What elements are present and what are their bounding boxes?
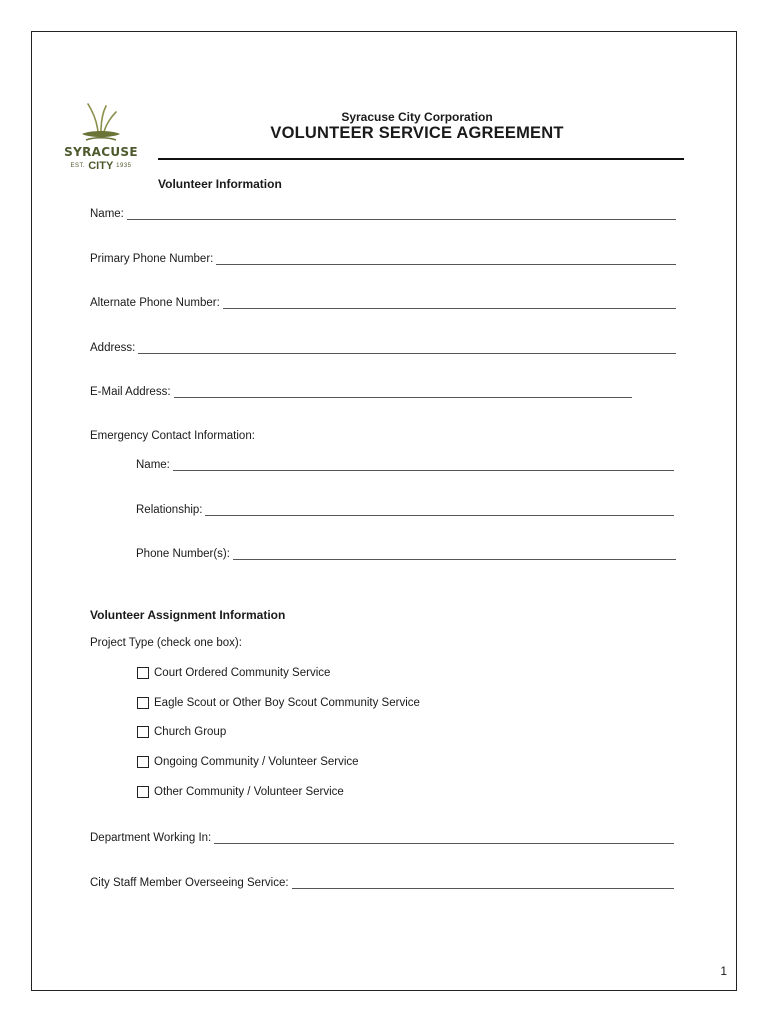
emergency-name-field[interactable] bbox=[136, 459, 674, 471]
option-other-service[interactable] bbox=[137, 786, 344, 798]
staff-member-label: City Staff Member Overseeing Service: bbox=[90, 877, 289, 889]
option-label: Ongoing Community / Volunteer Service bbox=[154, 756, 359, 768]
checkbox[interactable] bbox=[137, 786, 149, 798]
project-type-label: Project Type (check one box): bbox=[90, 637, 242, 649]
page-number: 1 bbox=[720, 964, 727, 978]
address-field[interactable] bbox=[90, 342, 676, 354]
staff-member-input-line[interactable] bbox=[292, 877, 674, 889]
emergency-phone-input-line[interactable] bbox=[233, 548, 676, 560]
cattail-emblem-icon bbox=[60, 102, 142, 146]
department-label: Department Working In: bbox=[90, 832, 212, 844]
checkbox[interactable] bbox=[137, 756, 149, 768]
option-court-ordered[interactable] bbox=[137, 667, 330, 679]
syracuse-city-logo bbox=[60, 102, 142, 182]
primary-phone-input-line[interactable] bbox=[216, 253, 676, 265]
header-divider bbox=[158, 158, 684, 160]
document-title: VOLUNTEER SERVICE AGREEMENT bbox=[270, 124, 564, 142]
assignment-heading: Volunteer Assignment Information bbox=[90, 608, 286, 622]
document-page bbox=[31, 31, 737, 991]
emergency-relationship-label: Relationship: bbox=[136, 504, 203, 516]
emergency-name-input-line[interactable] bbox=[173, 459, 674, 471]
emergency-relationship-input-line[interactable] bbox=[205, 504, 674, 516]
address-label: Address: bbox=[90, 342, 136, 354]
department-field[interactable] bbox=[90, 832, 674, 844]
emergency-relationship-field[interactable] bbox=[136, 504, 674, 516]
address-input-line[interactable] bbox=[138, 342, 676, 354]
logo-city: CITY bbox=[88, 160, 114, 172]
option-ongoing-service[interactable] bbox=[137, 756, 359, 768]
name-input-line[interactable] bbox=[127, 208, 676, 220]
alternate-phone-input-line[interactable] bbox=[223, 297, 676, 309]
checkbox[interactable] bbox=[137, 726, 149, 738]
logo-wordmark: SYRACUSE bbox=[64, 145, 138, 159]
emergency-phone-field[interactable] bbox=[136, 548, 676, 560]
email-label: E-Mail Address: bbox=[90, 386, 171, 398]
option-label: Other Community / Volunteer Service bbox=[154, 786, 344, 798]
checkbox[interactable] bbox=[137, 667, 149, 679]
alternate-phone-label: Alternate Phone Number: bbox=[90, 297, 220, 309]
checkbox[interactable] bbox=[137, 697, 149, 709]
organization-name: Syracuse City Corporation bbox=[341, 110, 493, 124]
primary-phone-label: Primary Phone Number: bbox=[90, 253, 214, 265]
option-label: Court Ordered Community Service bbox=[154, 667, 331, 679]
emergency-contact-heading: Emergency Contact Information: bbox=[90, 430, 255, 442]
logo-year: 1935 bbox=[116, 163, 132, 170]
volunteer-info-heading: Volunteer Information bbox=[158, 177, 282, 191]
primary-phone-field[interactable] bbox=[90, 253, 676, 265]
option-eagle-scout[interactable] bbox=[137, 697, 420, 709]
email-input-line[interactable] bbox=[174, 386, 632, 398]
logo-city-line bbox=[60, 160, 142, 172]
alternate-phone-field[interactable] bbox=[90, 297, 676, 309]
option-label: Church Group bbox=[154, 726, 227, 738]
option-label: Eagle Scout or Other Boy Scout Community Service bbox=[154, 697, 420, 709]
staff-member-field[interactable] bbox=[90, 877, 674, 889]
option-church-group[interactable] bbox=[137, 726, 226, 738]
emergency-phone-label: Phone Number(s): bbox=[136, 548, 230, 560]
department-input-line[interactable] bbox=[214, 832, 674, 844]
logo-est: EST. bbox=[70, 163, 86, 170]
name-field[interactable] bbox=[90, 208, 676, 220]
emergency-name-label: Name: bbox=[136, 459, 170, 471]
name-label: Name: bbox=[90, 208, 124, 220]
email-field[interactable] bbox=[90, 386, 632, 398]
